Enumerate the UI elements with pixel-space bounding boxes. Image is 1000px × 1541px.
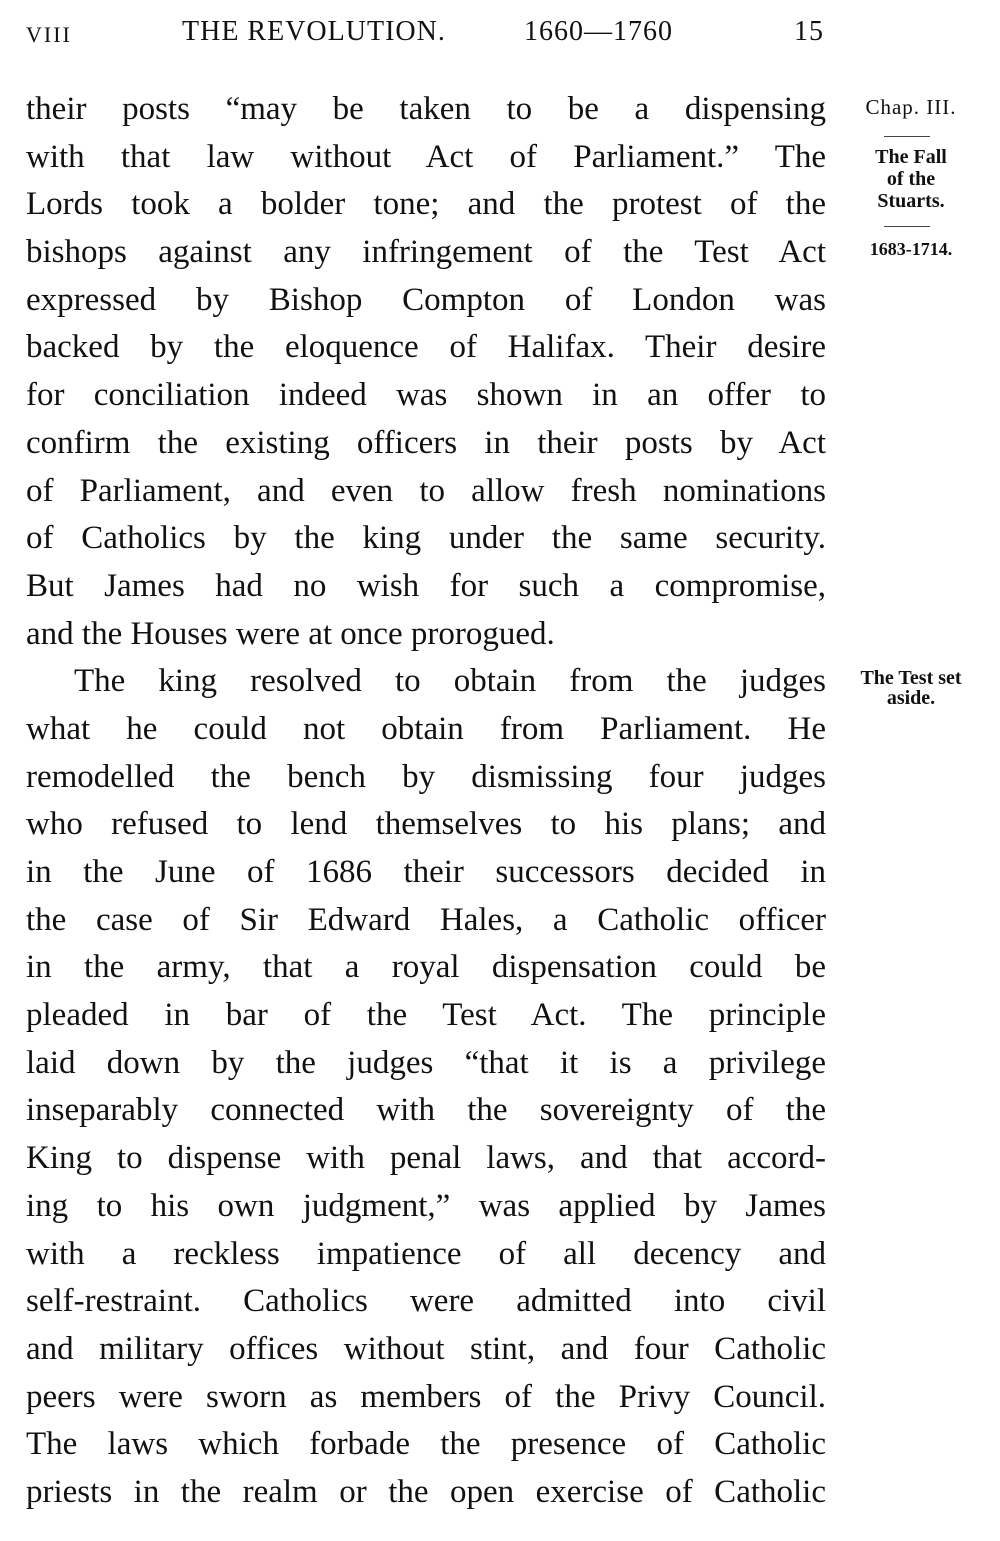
body-line: of Parliament, and even to allow fresh nominations [26,472,826,509]
body-line: in the army, that a royal dispensation could be [26,949,826,986]
body-line: bishops against any infringement of the Test Act [26,234,826,271]
body-line: in the June of 1686 their successors decided in [26,854,826,890]
running-dates: 1660—1760 [524,16,673,47]
margin-sidenote-line: aside. [886,687,936,709]
body-line: Lords took a bolder tone; and the protest of the [26,186,826,223]
body-line: self-restraint. Catholics were admitted into civil [26,1283,826,1320]
margin-topic [836,146,986,212]
body-line: with a reckless impatience of all decency and [26,1235,826,1272]
margin-chapter-label: Chap. III. [865,95,957,119]
body-line: King to dispense with penal laws, and that accord- [26,1140,826,1177]
margin-rule [884,136,930,137]
body-line: for conciliation indeed was shown in an offer to [26,377,826,414]
body-line: The laws which forbade the presence of Catholic [26,1426,826,1463]
margin-rule [884,226,930,227]
body-line: ing to his own judgment,” was applied by James [26,1187,826,1224]
margin-date-range: 1683-1714. [869,239,953,259]
body-line: who refused to lend themselves to his plans; and [26,806,826,843]
body-line: peers were sworn as members of the Privy Council. [26,1378,826,1415]
body-line: and military offices without stint, and four Catholic [26,1330,826,1367]
body-line: with that law without Act of Parliament.” The [26,138,826,175]
margin-sidenote [836,668,986,708]
body-line: remodelled the bench by dismissing four judges [26,758,826,795]
body-line: of Catholics by the king under the same security. [26,520,826,557]
body-line: and the Houses were at once prorogued. [26,615,555,652]
body-line: But James had no wish for such a compromise, [26,567,826,604]
body-line: expressed by Bishop Compton of London was [26,281,826,318]
body-text [26,86,826,1517]
section-number: VIII [26,22,72,47]
margin-topic-line: The Fall [875,146,947,168]
body-line: inseparably connected with the sovereignty of the [26,1092,826,1129]
body-line: their posts “may be taken to be a dispensing [26,91,826,127]
body-line: what he could not obtain from Parliament. He [26,710,826,747]
body-line: confirm the existing officers in their posts by Act [26,424,826,461]
running-head [26,14,826,54]
body-line: priests in the realm or the open exercise of Catholic [26,1473,826,1510]
body-line: backed by the eloquence of Halifax. Their desire [26,329,826,366]
margin-topic-line: of the [886,168,936,190]
paragraph-start-line: The king resolved to obtain from the judges [74,663,826,700]
body-line: the case of Sir Edward Hales, a Catholic officer [26,901,826,938]
body-line: pleaded in bar of the Test Act. The principle [26,997,826,1034]
margin-sidenote-line: The Test set [860,667,962,689]
margin-topic-line: Stuarts. [877,190,945,212]
page-number: 15 [794,16,824,47]
body-line: laid down by the judges “that it is a privilege [26,1044,826,1081]
running-title: THE REVOLUTION. [182,16,446,47]
